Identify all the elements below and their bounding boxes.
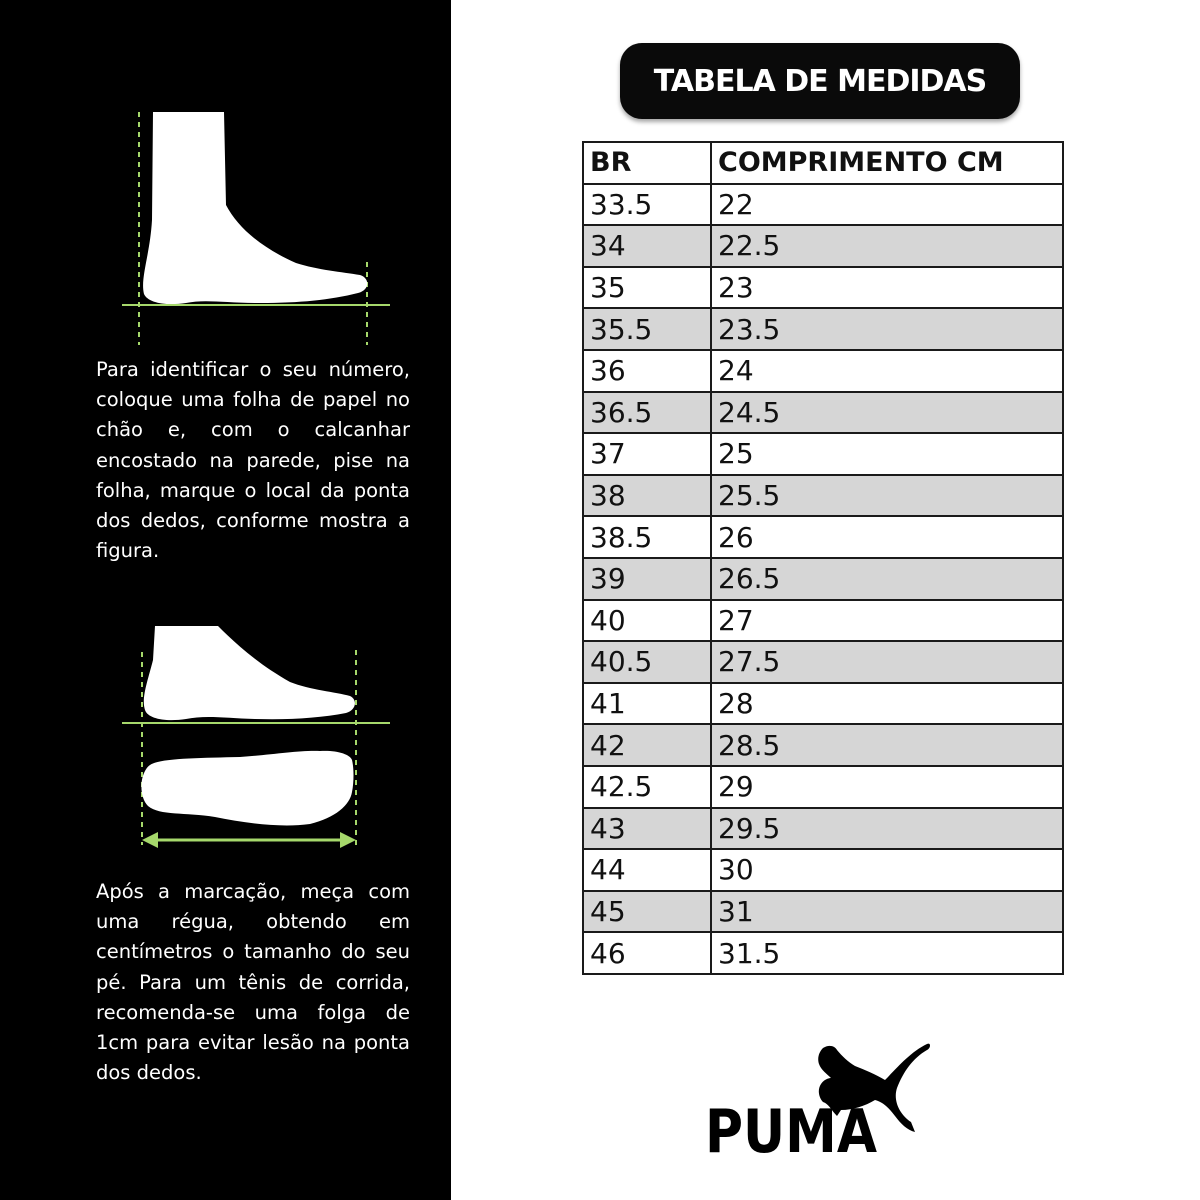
header-length-cm: COMPRIMENTO CM xyxy=(711,142,1063,184)
br-size-cell: 42 xyxy=(583,724,711,766)
table-row xyxy=(583,350,1063,392)
table-row xyxy=(583,392,1063,434)
table-row xyxy=(583,683,1063,725)
length-cm-cell: 24.5 xyxy=(711,392,1063,434)
table-row xyxy=(583,724,1063,766)
length-cm-cell: 27.5 xyxy=(711,641,1063,683)
br-size-cell: 44 xyxy=(583,849,711,891)
measure-instruction-1: Para identificar o seu número, coloque uma folha de papel no chão e, com o calcanhar encostado na parede, pise na folha, marque o local da ponta dos dedos, conforme mostra a figura. xyxy=(96,358,410,563)
br-size-cell: 45 xyxy=(583,891,711,933)
table-row xyxy=(583,600,1063,642)
br-size-cell: 38 xyxy=(583,475,711,517)
foot-measure-illustration xyxy=(0,620,451,860)
table-row xyxy=(583,808,1063,850)
brand-wordmark: PUMA xyxy=(705,1097,878,1155)
foot-measure-icon xyxy=(0,620,451,860)
puma-logo xyxy=(705,1040,935,1160)
table-row xyxy=(583,891,1063,933)
length-cm-cell: 27 xyxy=(711,600,1063,642)
size-chart-title: TABELA DE MEDIDAS xyxy=(620,43,1020,119)
length-cm-cell: 31 xyxy=(711,891,1063,933)
table-row xyxy=(583,558,1063,600)
foot-side-icon xyxy=(0,100,451,350)
measure-instruction-2: Após a marcação, meça com uma régua, obtendo em centímetros o tamanho do seu pé. Para um tênis de corrida, recomenda-se uma folga de 1cm para evitar lesão na ponta dos dedos. xyxy=(96,880,410,1085)
table-row xyxy=(583,849,1063,891)
table-row xyxy=(583,766,1063,808)
br-size-cell: 46 xyxy=(583,932,711,974)
length-cm-cell: 22.5 xyxy=(711,225,1063,267)
br-size-cell: 34 xyxy=(583,225,711,267)
br-size-cell: 36.5 xyxy=(583,392,711,434)
length-cm-cell: 26.5 xyxy=(711,558,1063,600)
instructions-panel xyxy=(0,0,451,1200)
header-br: BR xyxy=(583,142,711,184)
length-cm-cell: 28.5 xyxy=(711,724,1063,766)
br-size-cell: 36 xyxy=(583,350,711,392)
length-cm-cell: 25.5 xyxy=(711,475,1063,517)
br-size-cell: 41 xyxy=(583,683,711,725)
br-size-cell: 37 xyxy=(583,433,711,475)
length-cm-cell: 31.5 xyxy=(711,932,1063,974)
table-row xyxy=(583,267,1063,309)
table-row xyxy=(583,433,1063,475)
table-row xyxy=(583,516,1063,558)
length-cm-cell: 30 xyxy=(711,849,1063,891)
length-cm-cell: 28 xyxy=(711,683,1063,725)
length-cm-cell: 24 xyxy=(711,350,1063,392)
br-size-cell: 42.5 xyxy=(583,766,711,808)
size-chart-table xyxy=(582,141,1064,975)
br-size-cell: 38.5 xyxy=(583,516,711,558)
length-cm-cell: 29.5 xyxy=(711,808,1063,850)
length-cm-cell: 29 xyxy=(711,766,1063,808)
br-size-cell: 43 xyxy=(583,808,711,850)
foot-side-illustration xyxy=(0,100,451,350)
length-cm-cell: 23 xyxy=(711,267,1063,309)
length-cm-cell: 25 xyxy=(711,433,1063,475)
size-chart-body xyxy=(583,184,1063,974)
table-row xyxy=(583,932,1063,974)
table-header-row xyxy=(583,142,1063,184)
length-cm-cell: 26 xyxy=(711,516,1063,558)
br-size-cell: 40 xyxy=(583,600,711,642)
puma-cat-icon xyxy=(705,1040,935,1155)
br-size-cell: 33.5 xyxy=(583,184,711,226)
table-row xyxy=(583,308,1063,350)
br-size-cell: 35.5 xyxy=(583,308,711,350)
table-row xyxy=(583,641,1063,683)
br-size-cell: 35 xyxy=(583,267,711,309)
br-size-cell: 39 xyxy=(583,558,711,600)
length-cm-cell: 23.5 xyxy=(711,308,1063,350)
table-row xyxy=(583,225,1063,267)
table-row xyxy=(583,184,1063,226)
table-row xyxy=(583,475,1063,517)
length-cm-cell: 22 xyxy=(711,184,1063,226)
br-size-cell: 40.5 xyxy=(583,641,711,683)
